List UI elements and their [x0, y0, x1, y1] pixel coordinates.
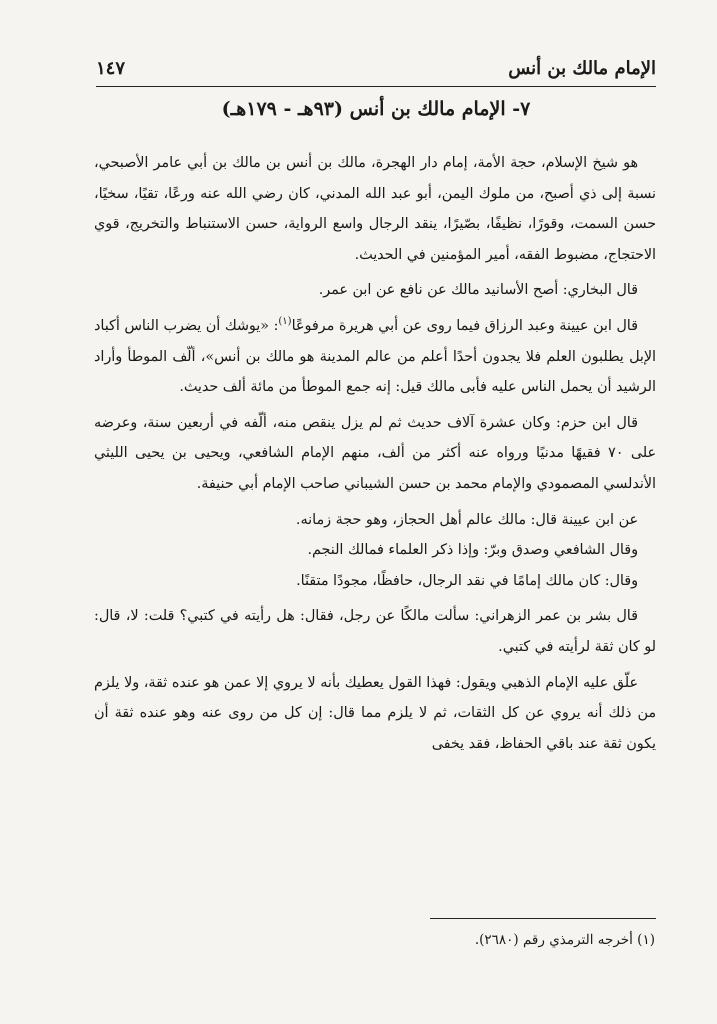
paragraph-dhahabi: علّق عليه الإمام الذهبي ويقول: فهذا القول يعطيك بأنه لا يروي إلا عمن هو عنده ثقة، ولا يلزم من ذلك أنه يروي عن كل الثقات، ثم لا يلزم مما قال: إن كل من روى عنه وهو عنده ثقة أن يكون ثقة عند باقي الحفاظ، فقد يخفى: [94, 674, 656, 752]
paragraph-naqd-rijal: وقال: كان مالك إمامًا في نقد الرجال، حافظًا، مجودًا متقنًا.: [296, 572, 638, 589]
paragraph-shafii: وقال الشافعي وصدق وبرّ: وإذا ذكر العلماء فمالك النجم.: [307, 542, 638, 559]
page-number: ١٤٧: [96, 58, 126, 79]
paragraph-ibn-uyaynah: عن ابن عيينة قال: مالك عالم أهل الحجاز، وهو حجة زمانه.: [295, 511, 638, 528]
paragraph-biography: هو شيخ الإسلام، حجة الأمة، إمام دار الهجرة، مالك بن أنس بن مالك بن أبي عامر الأصبحي، نسبة إلى ذي أصبح، من ملوك اليمن، أبو عبد الله المدني، كان رضي الله عنه ورعًا، تقيًا، سخيًا، حسن السمت، وقورًا، نظيفًا، بصّيرًا، ينقد الرجال واسع الرواية، حسن الاستنباط والتخريج، قوي الاحتجاج، مضبوط الفقه، أمير المؤمنين في الحديث.: [94, 155, 656, 263]
footnote: (١) أخرجه الترمذي رقم (٢٦٨٠).: [474, 932, 655, 948]
section-heading: ٧- الإمام مالك بن أنس (٩٣هـ - ١٧٩هـ): [221, 98, 531, 120]
hadith-intro: قال ابن عيينة وعبد الرزاق فيما روى عن أبي هريرة مرفوعًا: [291, 317, 638, 334]
footnote-reference: (١): [278, 316, 292, 328]
paragraph-bishr: قال بشر بن عمر الزهراني: سألت مالكًا عن رجل، فقال: هل رأيته في كتبي؟ قلت: لا، قال: لو كان ثقة لرأيته في كتبي.: [94, 608, 656, 655]
body-text: [94, 148, 656, 759]
hadith-quote: : «يوشك أن يضرب الناس أكباد الإبل يطلبون العلم فلا يجدون أحدًا أعلم من عالم المدينة هو مالك بن أنس»، ألّف الموطأ وأراد الرشيد أن يحمل الناس عليه فأبى مالك قيل: إنه جمع الموطأ من مائة ألف حديث.: [94, 317, 656, 396]
paragraph-ibn-hazm: قال ابن حزم: وكان عشرة آلاف حديث ثم لم يزل ينقص منه، ألّفه في أربعين سنة، وعرضه على ٧٠ فقيهًا مدنيًا ورواه عنه أكثر من ألف، منهم الإمام الشافعي، ويحيى بن يحيى الليثي الأندلسي المصمودي والإمام محمد بن حسن الشيباني صاحب الإمام أبي حنيفة.: [94, 414, 656, 492]
page-header: [96, 52, 656, 86]
running-title: الإمام مالك بن أنس: [508, 58, 656, 79]
header-rule: [96, 86, 656, 87]
paragraph-bukhari: قال البخاري: أصح الأسانيد مالك عن نافع عن ابن عمر.: [318, 282, 638, 299]
footnote-rule: [430, 918, 656, 919]
paragraph-ibn-uyaynah-hadith: [94, 311, 656, 403]
